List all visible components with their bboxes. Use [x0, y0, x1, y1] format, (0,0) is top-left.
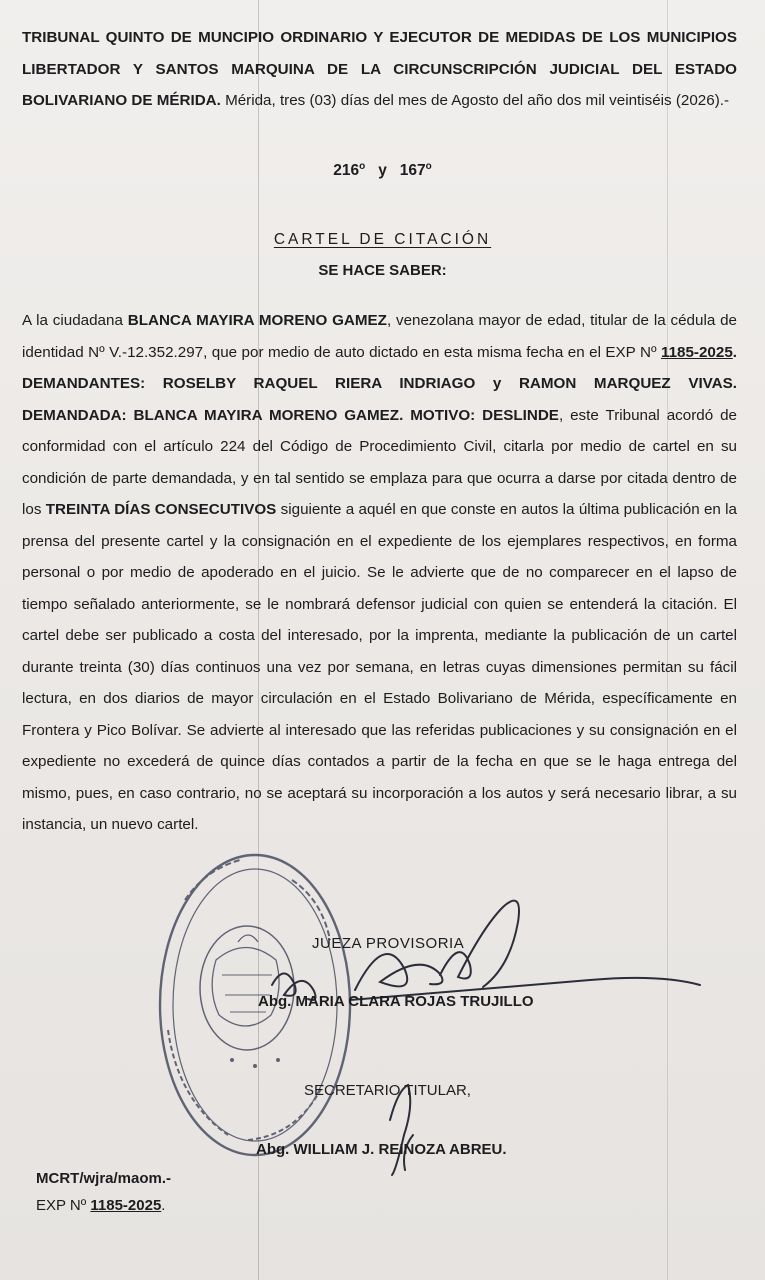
court-name: TRIBUNAL QUINTO DE MUNCIPIO ORDINARIO Y EJECUTOR DE MEDIDAS DE LOS MUNICIPIOS LIBERTADOR Y SANTOS MARQUINA DE LA CIRCUNSCRIPCIÓN JUDICIAL DEL ESTADO BOLIVARIANO DE MÉRIDA.	[22, 29, 737, 109]
initials: MCRT/wjra/maom.-	[36, 1170, 172, 1187]
case-number: 1185-2025	[660, 343, 733, 361]
exp-reference	[36, 1197, 165, 1214]
exp-number: 1185-2025	[90, 1197, 162, 1214]
body-text-4: siguiente a aquél en que conste en autos la última publicación en la prensa del presente cartel y la consignación en el expediente de los ejemplares respectivos, en forma personal o por medio de apoderado en el juicio. Se le advierte que de no comparecer en el lapso de tiempo señalado anteriormente, se le nombrará defensor judicial con quien se entenderá la citación. El cartel debe ser publicado a costa del interesado, por la imprenta, mediante la publicación de un cartel durante treinta (30) días continuos una vez por semana, en letras cuyas dimensiones permitan su fácil lectura, en dos diarios de mayor circulación en el Estado Bolivariano de Mérida, específicamente en Frontera y Pico Bolívar. Se advierte al interesado que las referidas publicaciones y su consignación en el expediente no excederá de quince días contados a partir de la fecha en que se le haga entrega del mismo, pues, en caso contrario, no se aceptará su incorporación a los autos y será necesario librar, a su instancia, un nuevo cartel.	[22, 501, 738, 833]
ref-conj: y	[378, 162, 387, 180]
defendant-name: BLANCA MAYIRA MORENO GAMEZ	[127, 312, 387, 329]
case-parties: . DEMANDANTES: ROSELBY RAQUEL RIERA INDRIAGO y RAMON MARQUEZ VIVAS. DEMANDADA: BLANCA MAYIRA MORENO GAMEZ. MOTIVO: DESLINDE	[22, 343, 737, 424]
body-text-3: , este Tribunal acordó de conformidad con el artículo 224 del Código de Procedimiento Civil, citarla por medio de cartel en su condición de parte demandada, y en tal sentido se emplaza para que ocurra a darse por citada dentro de los	[22, 406, 737, 518]
secretary-title: SECRETARIO TITULAR,	[304, 1082, 471, 1099]
body-text-1: A la ciudadana	[22, 312, 128, 329]
exp-label: EXP Nº	[36, 1197, 91, 1214]
body-text-2: , venezolana mayor de edad, titular de la cédula de identidad Nº V.-12.352.297, que por medio de auto dictado en esta misma fecha en el EXP Nº	[22, 312, 737, 361]
ref-left-degree: o	[359, 161, 366, 172]
exp-end: .	[161, 1197, 166, 1214]
ref-left: 216	[333, 162, 360, 180]
title-text: CARTEL DE CITACIÓN	[273, 231, 492, 248]
deadline-emphasis: TREINTA DÍAS CONSECUTIVOS	[45, 501, 277, 518]
judge-title: JUEZA PROVISORIA	[312, 935, 465, 952]
document-subtitle: SE HACE SABER:	[318, 262, 447, 279]
ref-right-degree: o	[425, 161, 432, 172]
document-date: Mérida, tres (03) días del mes de Agosto del año dos mil veintiséis (2026).-	[220, 92, 730, 109]
secretary-name: Abg. WILLIAM J. REINOZA ABREU.	[256, 1141, 507, 1158]
ref-right: 167	[399, 162, 426, 180]
judge-name: Abg. MARIA CLARA ROJAS TRUJILLO	[258, 993, 534, 1010]
